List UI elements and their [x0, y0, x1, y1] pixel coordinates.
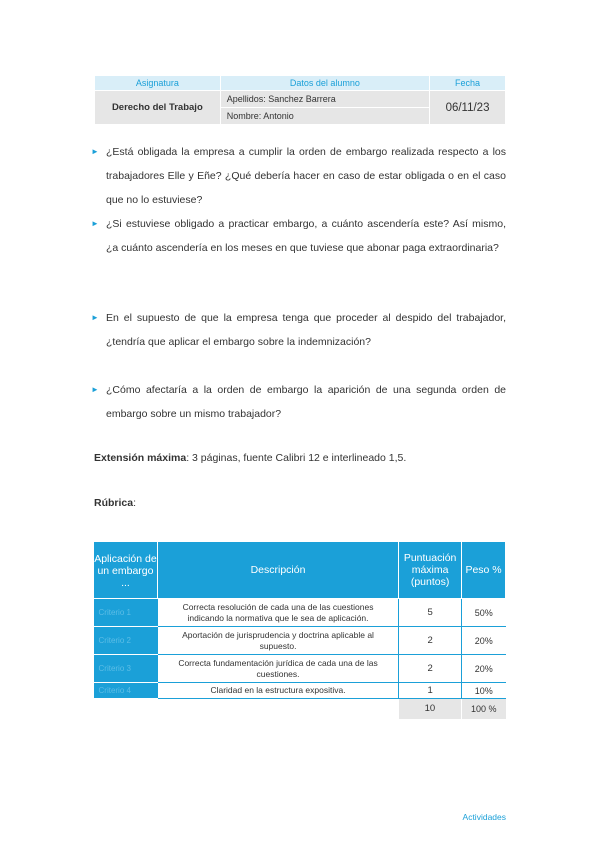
criterion-label: Criterio 2: [94, 627, 158, 655]
bullet-arrow-icon: ►: [91, 313, 99, 322]
header-col-subject: Asignatura: [95, 76, 221, 91]
table-row: [94, 655, 506, 683]
extension-text: : 3 páginas, fuente Calibri 12 e interlineado 1,5.: [186, 452, 407, 464]
rubric-header-points: Puntuación máxima (puntos): [399, 542, 462, 599]
question-item: [91, 306, 506, 354]
rubric-header-criterion: Aplicación de un embargo ...: [94, 542, 158, 599]
total-weight: 100 %: [462, 699, 506, 719]
table-row: [94, 599, 506, 627]
criterion-points: 2: [399, 655, 462, 683]
criterion-description: Correcta resolución de cada una de las cuestiones indicando la normativa que le sea de aplicación.: [157, 599, 398, 627]
total-row: [94, 699, 506, 719]
extension-line: [94, 452, 406, 464]
criterion-weight: 50%: [462, 599, 506, 627]
bullet-arrow-icon: ►: [91, 219, 99, 228]
rubric-label: Rúbrica: [94, 497, 134, 509]
question-item: [91, 378, 506, 426]
criterion-points: 2: [399, 627, 462, 655]
question-text: En el supuesto de que la empresa tenga que proceder al despido del trabajador, ¿tendría que aplicar el embargo sobre la indemnización?: [106, 312, 506, 348]
criterion-label: Criterio 1: [94, 599, 158, 627]
question-text: ¿Cómo afectaría a la orden de embargo la aparición de una segunda orden de embargo sobre un mismo trabajador?: [106, 384, 506, 420]
rubric-table: [93, 541, 506, 719]
name-value: Nombre: Antonio: [220, 108, 429, 125]
footer-label: Actividades: [462, 812, 506, 822]
criterion-weight: 20%: [462, 627, 506, 655]
table-row: [94, 683, 506, 699]
rubric-heading: [94, 497, 136, 509]
rubric-header-description: Descripción: [157, 542, 398, 599]
question-text: ¿Si estuviese obligado a practicar embargo, a cuánto ascendería este? Así mismo, ¿a cuánto ascendería en los meses en que tuviese que abonar paga extraordinaria?: [106, 218, 506, 254]
question-item: [91, 212, 506, 260]
question-item: [91, 140, 506, 212]
table-row: [94, 627, 506, 655]
bullet-arrow-icon: ►: [91, 147, 99, 156]
subject-value: Derecho del Trabajo: [95, 91, 221, 125]
rubric-colon: :: [133, 497, 137, 509]
criterion-weight: 20%: [462, 655, 506, 683]
criterion-points: 1: [399, 683, 462, 699]
header-col-date: Fecha: [430, 76, 506, 91]
rubric-header-weight: Peso %: [462, 542, 506, 599]
surname-value: Apellidos: Sanchez Barrera: [220, 91, 429, 108]
extension-label: Extensión máxima: [94, 452, 187, 464]
header-col-student: Datos del alumno: [220, 76, 429, 91]
criterion-label: Criterio 4: [94, 683, 158, 699]
criterion-description: Aportación de jurisprudencia y doctrina aplicable al supuesto.: [157, 627, 398, 655]
criterion-points: 5: [399, 599, 462, 627]
header-table: [94, 75, 506, 125]
criterion-weight: 10%: [462, 683, 506, 699]
criterion-label: Criterio 3: [94, 655, 158, 683]
bullet-arrow-icon: ►: [91, 385, 99, 394]
criterion-description: Correcta fundamentación jurídica de cada una de las cuestiones.: [157, 655, 398, 683]
total-points: 10: [399, 699, 462, 719]
question-text: ¿Está obligada la empresa a cumplir la orden de embargo realizada respecto a los trabajadores Elle y Eñe? ¿Qué debería hacer en caso de estar obligada o en el caso que no lo estuviese?: [106, 146, 506, 206]
criterion-description: Claridad en la estructura expositiva.: [157, 683, 398, 699]
date-value: 06/11/23: [430, 91, 506, 125]
